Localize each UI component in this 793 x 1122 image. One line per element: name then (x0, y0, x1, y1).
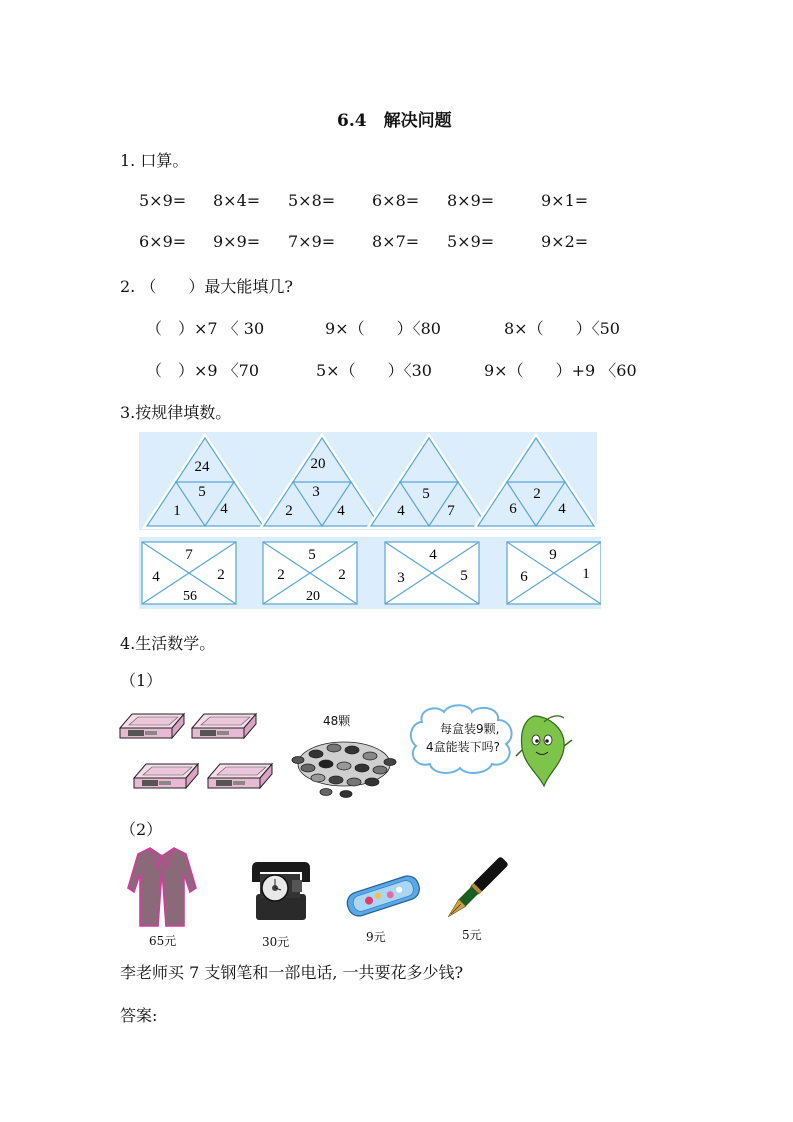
triangle-right: 4 (337, 503, 345, 519)
q1-heading: 1. 口算。 (120, 151, 189, 170)
q2-item: 9×（ ）〈80 (325, 319, 441, 338)
q1-item: 6×9= (139, 232, 187, 251)
triangle-right: 4 (558, 501, 566, 517)
triangle-center: 5 (198, 484, 206, 500)
pencil-case-icon (342, 872, 424, 918)
speech-line-1: 每盒装9颗, (440, 722, 500, 736)
q1-item: 6×8= (372, 191, 420, 210)
q2-item: 9×（ ）+9 〈60 (484, 361, 637, 380)
box-top: 5 (308, 547, 316, 563)
triangle-right: 4 (220, 501, 228, 517)
q4-heading: 4.生活数学。 (120, 634, 216, 653)
box-left: 4 (152, 569, 160, 585)
box-panel (139, 537, 601, 609)
word-problem-question: 李老师买 7 支钢笔和一部电话, 一共要花多少钱? (120, 963, 464, 982)
box-bottom: 20 (306, 589, 320, 604)
answer-label: 答案: (120, 1006, 158, 1025)
price-label: 30元 (262, 935, 290, 949)
q1-item: 9×2= (541, 232, 589, 251)
triangle-left: 2 (285, 503, 293, 519)
q3-heading: 3.按规律填数。 (120, 403, 232, 422)
box-left: 3 (397, 570, 405, 586)
q2-item: （ ）×7 〈 30 (146, 319, 265, 338)
triangle-left: 6 (509, 501, 517, 517)
q1-item: 8×7= (372, 232, 420, 251)
part1-label: （1） (120, 671, 163, 690)
fountain-pen-icon (440, 852, 510, 928)
candy-pile-icon (286, 724, 404, 800)
triangle-top: 20 (310, 456, 326, 472)
q1-item: 5×9= (447, 232, 495, 251)
box-left: 6 (520, 569, 528, 585)
box-top: 7 (185, 547, 193, 563)
q1-item: 9×9= (213, 232, 261, 251)
part2-label: （2） (120, 820, 163, 839)
box-right: 1 (582, 566, 590, 582)
q1-item: 8×4= (213, 191, 261, 210)
price-label: 65元 (149, 934, 177, 948)
triangle-center: 2 (533, 486, 541, 502)
q2-item: （ ）×9 〈70 (146, 361, 260, 380)
box-left: 2 (277, 567, 285, 583)
q2-item: 5×（ ）〈30 (316, 361, 432, 380)
q1-item: 8×9= (447, 191, 495, 210)
box-top: 4 (429, 547, 437, 563)
triangle-right: 7 (447, 503, 455, 519)
triangle-panel (139, 432, 597, 530)
q1-item: 5×9= (139, 191, 187, 210)
triangle-left: 4 (397, 503, 405, 519)
box-bottom: 56 (183, 589, 197, 604)
price-label: 9元 (366, 930, 386, 944)
price-label: 5元 (462, 928, 482, 942)
triangle-top: 24 (194, 459, 210, 475)
q1-item: 5×8= (288, 191, 336, 210)
empty-boxes-illustration (116, 710, 276, 800)
jacket-icon (126, 846, 198, 930)
box-right: 2 (217, 567, 225, 583)
box-right: 2 (338, 567, 346, 583)
q1-item: 9×1= (541, 191, 589, 210)
triangle-center: 5 (422, 486, 430, 502)
speech-line-2: 4盒能装下吗? (426, 740, 501, 754)
page-title: 6.4 解决问题 (337, 111, 452, 131)
triangle-left: 1 (173, 503, 181, 519)
q2-item: 8×（ ）〈50 (504, 319, 620, 338)
candy-count-label: 48颗 (323, 714, 351, 728)
telephone-icon (248, 860, 312, 924)
q2-heading: 2. （ ）最大能填几? (120, 277, 293, 296)
leaf-character-icon (514, 712, 580, 790)
box-right: 5 (460, 568, 468, 584)
q1-item: 7×9= (288, 232, 336, 251)
box-top: 9 (549, 547, 557, 563)
triangle-center: 3 (312, 484, 320, 500)
